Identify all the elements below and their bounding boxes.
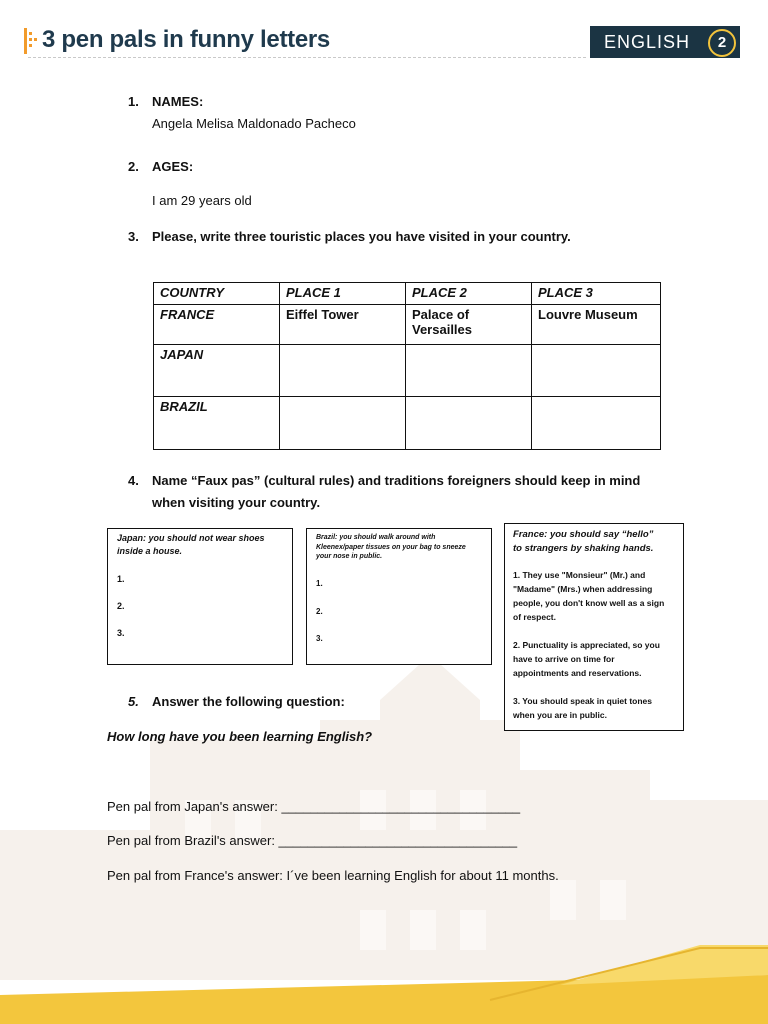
table-cell [280,397,406,450]
japan-item-1: 1. [117,574,125,584]
brazil-item-1: 1. [316,579,323,588]
question-4-number: 4. [128,473,139,488]
question-3-label: Please, write three touristic places you have visited in your country. [152,229,571,244]
question-1-number: 1. [128,94,139,109]
faux-pas-box-france [504,523,684,731]
table-cell-country: JAPAN [154,345,280,397]
brazil-item-3: 3. [316,634,323,643]
question-1-label: NAMES: [152,94,204,109]
table-cell [532,397,661,450]
places-table [153,282,661,450]
page-title: 3 pen pals in funny letters [42,26,330,53]
brazil-rule-line3: your nose in public. [316,553,383,560]
brazil-rule-line2: Kleenex/paper tissues on your bag to sneeze [316,544,466,551]
table-cell [532,345,661,397]
answer-france: Pen pal from France's answer: I´ve been learning English for about 11 months. [107,868,559,883]
question-4-label-line2: when visiting your country. [152,495,321,510]
header-divider [28,57,586,58]
table-cell-country: FRANCE [154,305,280,345]
france-item3-line1: 3. You should speak in quiet tones [513,696,653,706]
japan-item-2: 2. [117,601,125,611]
question-5-label: Answer the following question: [152,694,345,709]
japan-rule-line2: inside a house. [117,546,183,556]
france-item1-line4: of respect. [513,612,556,622]
table-header-cell: PLACE 3 [532,283,661,305]
table-cell [280,345,406,397]
japan-item-3: 3. [117,628,125,638]
faux-pas-box-brazil [306,528,492,665]
question-3-number: 3. [128,229,139,244]
bullet-marker-icon [24,28,40,54]
france-rule-line2: to strangers by shaking hands. [513,543,654,554]
badge-number: 2 [717,34,727,51]
japan-rule-line1: Japan: you should not wear shoes [117,533,265,543]
question-5-number: 5. [128,694,139,709]
answer-brazil: Pen pal from Brazil's answer: _________________________________ [107,833,518,848]
brazil-item-2: 2. [316,607,323,616]
table-header-row [154,283,661,305]
france-item2-line2: have to arrive on time for [513,654,615,664]
table-cell: Eiffel Tower [280,305,406,345]
table-header-cell: COUNTRY [154,283,280,305]
table-row [154,305,661,345]
france-item2-line3: appointments and reservations. [513,668,642,678]
course-badge [590,26,740,58]
question-4-label-line1: Name “Faux pas” (cultural rules) and traditions foreigners should keep in mind [152,473,641,488]
france-item1-line2: "Madame" (Mrs.) when addressing [513,584,653,594]
france-item3-line2: when you are in public. [513,710,607,720]
table-header-cell: PLACE 2 [406,283,532,305]
faux-pas-box-japan [107,528,293,665]
france-item2-line1: 2. Punctuality is appreciated, so you [513,640,660,650]
france-item1-line3: people, you don't know well as a sign [513,598,665,608]
question-2-label: AGES: [152,159,194,174]
question-5-prompt: How long have you been learning English? [107,729,373,744]
table-cell [406,345,532,397]
answer-japan: Pen pal from Japan's answer: _________________________________ [107,799,521,814]
badge-level-circle [708,29,736,57]
table-cell-country: BRAZIL [154,397,280,450]
brazil-rule-line1: Brazil: you should walk around with [316,534,436,541]
question-2-answer: I am 29 years old [152,193,252,208]
question-2-number: 2. [128,159,139,174]
france-rule-line1: France: you should say “hello” [513,529,654,540]
table-row [154,345,661,397]
table-cell: Palace of Versailles [406,305,532,345]
table-cell [406,397,532,450]
table-cell: Louvre Museum [532,305,661,345]
france-item1-line1: 1. They use "Monsieur" (Mr.) and [513,570,646,580]
table-row [154,397,661,450]
question-1-answer: Angela Melisa Maldonado Pacheco [152,116,356,131]
table-header-cell: PLACE 1 [280,283,406,305]
badge-label: ENGLISH [604,32,691,52]
